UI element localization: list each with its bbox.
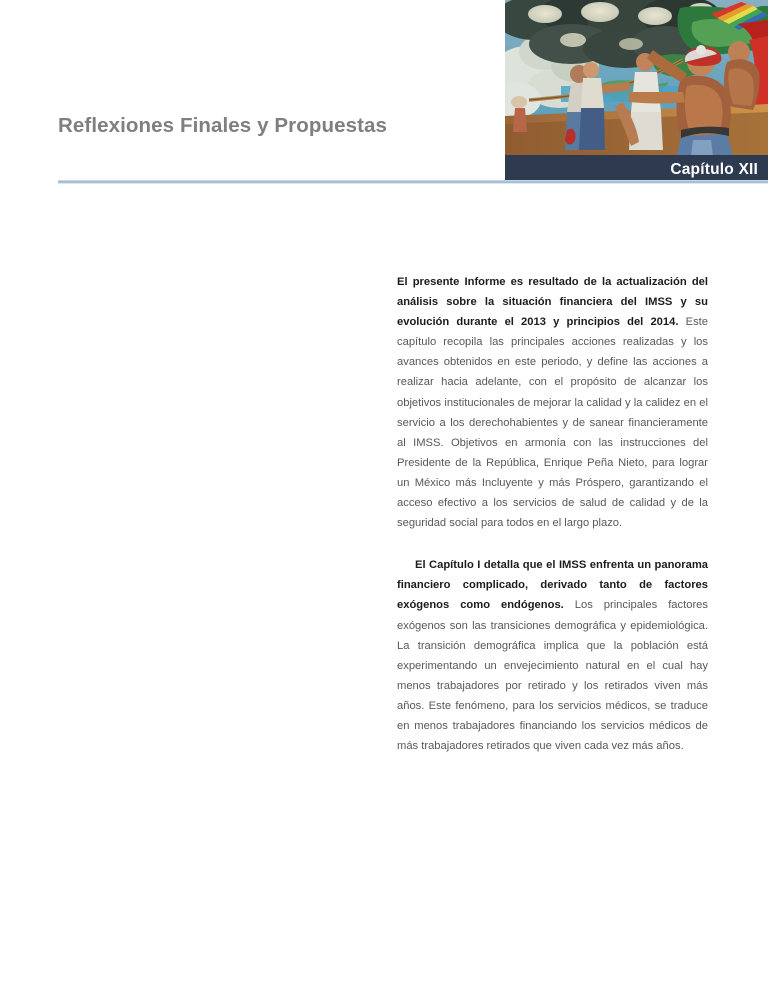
body-text-column (397, 272, 708, 756)
chapter-label: Capítulo XII (670, 160, 758, 178)
paragraph-2-body: Los principales factores exógenos son las transiciones demográfica y epidemiológica. La transición demográfica implica que la población está experimentando un envejecimiento natural en el cual hay menos trabajadores por retirado y los retirados viven más años. Este fenómeno, para los servicios médicos, se traduce en menos trabajadores financiando los servicios médicos de más trabajadores retirados que viven cada vez más años. (397, 599, 708, 753)
mural-illustration (505, 0, 768, 156)
paragraph-1-body: Este capítulo recopila las principales acciones realizadas y los avances obtenidos en este periodo, y define las acciones a realizar hacia adelante, con el propósito de alcanzar los objetivos institucionales de mejorar la calidad y la calidez en el servicio a los derechohabientes y de sanear financieramente al IMSS. Objetivos en armonía con las instrucciones del Presidente de la República, Enrique Peña Nieto, para lograr un México más Incluyente y más Próspero, garantizando el acceso efectivo a los servicios de salud de calidad y de la seguridad social para todos en el largo plazo. (397, 316, 709, 530)
header-divider-rule (58, 180, 768, 184)
page-header (0, 0, 768, 190)
paragraph-2 (397, 555, 708, 756)
paragraph-1-lead: El presente Informe es resultado de la actualización del análisis sobre la situación financiera del IMSS y su evolución durante el 2013 y principios del 2014. (397, 276, 708, 329)
page-title: Reflexiones Finales y Propuestas (58, 113, 388, 137)
paragraph-1 (397, 272, 708, 533)
mural-artwork-graphic (505, 0, 768, 156)
paragraph-2-lead: El Capítulo I detalla que el IMSS enfrenta un panorama financiero complicado, derivado tanto de factores exógenos como endógenos. (397, 559, 708, 612)
